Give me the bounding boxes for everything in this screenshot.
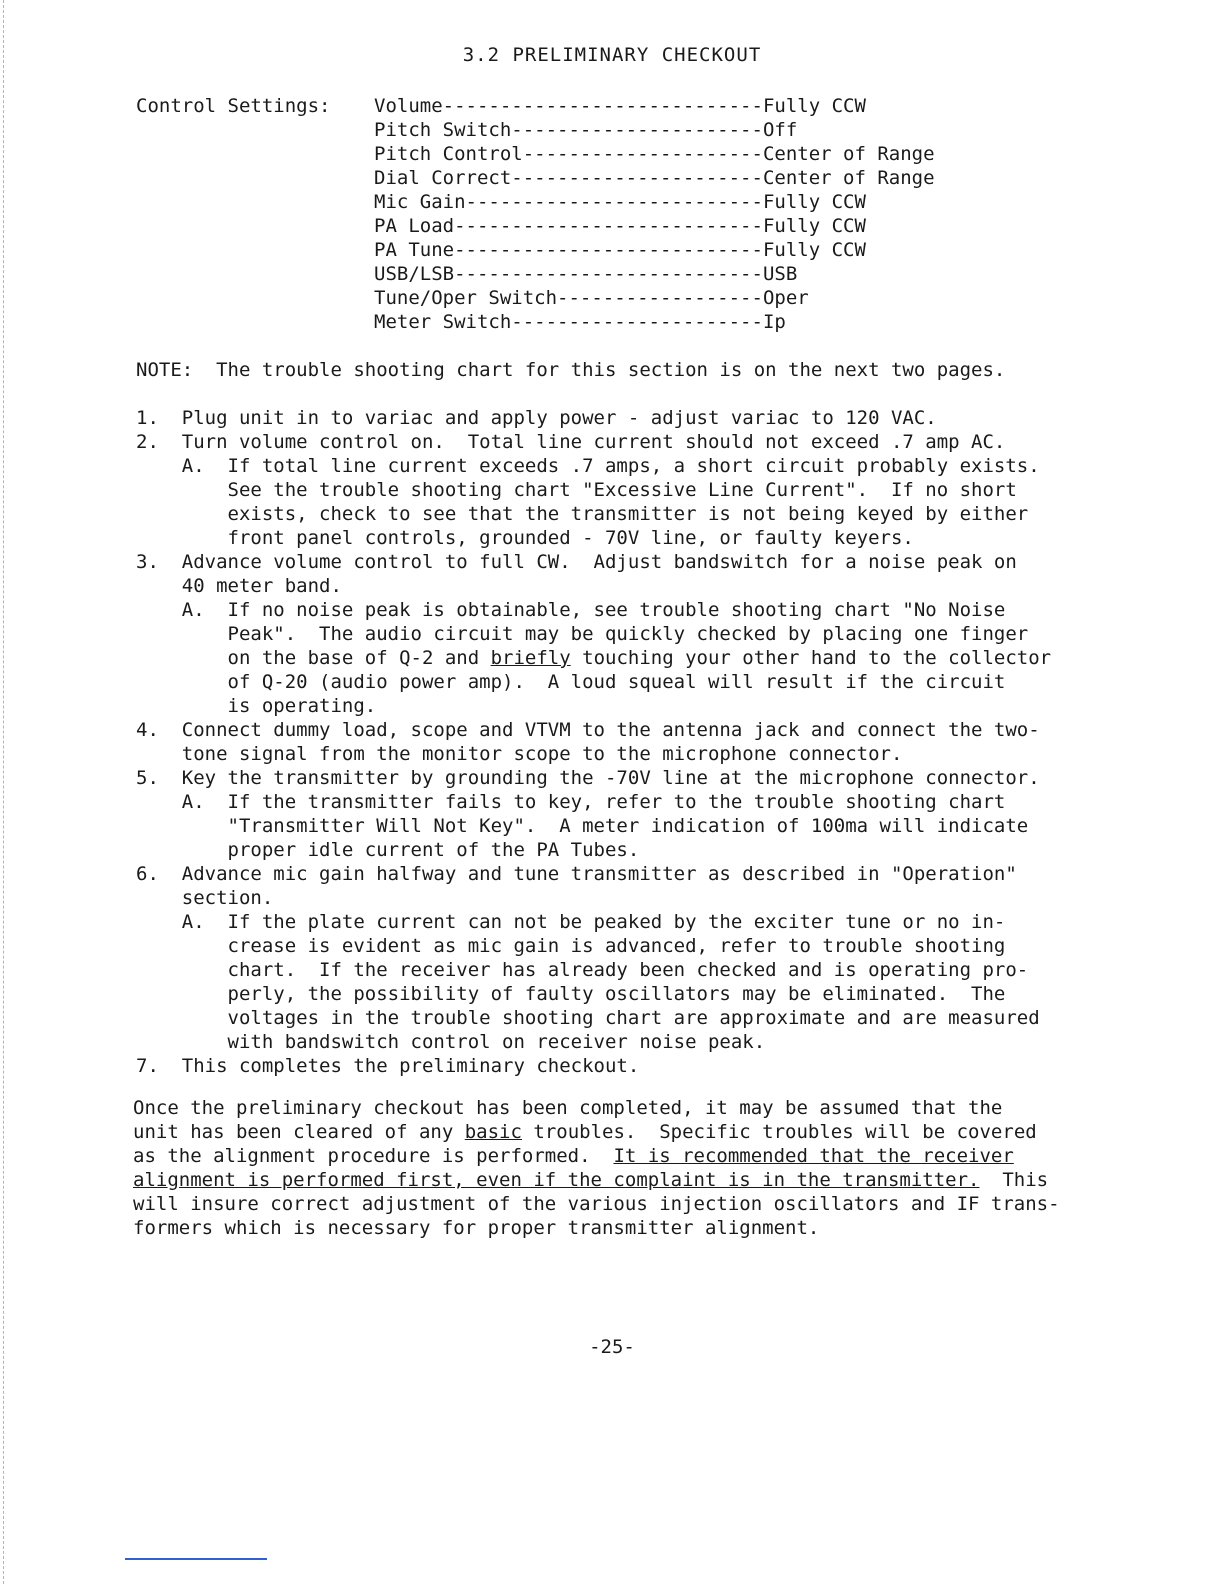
setting-name: PA Tune [374, 239, 455, 261]
setting-value: Fully CCW [762, 191, 866, 213]
setting-name: Dial Correct [374, 167, 512, 189]
step-2a-line: exists, check to see that the transmitter is not being keyed by either [136, 503, 1029, 525]
step-5a-line: A. If the transmitter fails to key, refer to the trouble shooting chart [136, 791, 1006, 813]
setting-row [374, 310, 935, 334]
step-6-line: 6. Advance mic gain halfway and tune transmitter as described in "Operation" [136, 863, 1017, 885]
setting-value: Off [762, 119, 798, 141]
text-segment: troubles. Specific troubles will be covered [521, 1121, 1037, 1143]
step-3-line: 40 meter band. [136, 575, 342, 597]
setting-leader: --------------------------- [454, 215, 763, 237]
step-5: 5. Key the transmitter by grounding the -70V line at the microphone connector. [136, 767, 1040, 789]
setting-name: Pitch Switch [374, 119, 512, 141]
setting-name: PA Load [374, 215, 455, 237]
paragraph-line [133, 1144, 1060, 1168]
step-2a-line: A. If total line current exceeds .7 amps, a short circuit probably exists. [136, 455, 1040, 477]
setting-name: Pitch Control [374, 143, 523, 165]
step-2a-line: front panel controls, grounded - 70V line, or faulty keyers. [136, 527, 914, 549]
setting-value: Center of Range [762, 143, 935, 165]
setting-row [374, 94, 935, 118]
setting-leader: -------------------------- [465, 191, 763, 213]
setting-leader: ---------------------- [511, 311, 763, 333]
step-6a-line: voltages in the trouble shooting chart are approximate and are measured [136, 1007, 1040, 1029]
setting-row [374, 190, 935, 214]
step-3a-line: A. If no noise peak is obtainable, see trouble shooting chart "No Noise [136, 599, 1006, 621]
setting-row [374, 166, 935, 190]
closing-paragraph [133, 1096, 1060, 1240]
setting-value: Ip [762, 311, 786, 333]
setting-row [374, 118, 935, 142]
paragraph-line [133, 1168, 1060, 1192]
page-number: -25- [589, 1336, 635, 1358]
step-5a-line: "Transmitter Will Not Key". A meter indication of 100ma will indicate [136, 815, 1029, 837]
step-2a-line: See the trouble shooting chart "Excessive Line Current". If no short [136, 479, 1017, 501]
step-6a-line: with bandswitch control on receiver noise peak. [136, 1031, 766, 1053]
setting-row [374, 142, 935, 166]
step-3-line: 3. Advance volume control to full CW. Adjust bandswitch for a noise peak on [136, 551, 1017, 573]
underlined-sentence: It is recommended that the receiver [613, 1145, 1014, 1167]
setting-leader: ---------------------- [511, 167, 763, 189]
paragraph-line [133, 1120, 1060, 1144]
checkout-steps [136, 406, 1116, 1078]
step-6a-line: crease is evident as mic gain is advanced, refer to trouble shooting [136, 935, 1006, 957]
setting-row [374, 238, 935, 262]
text-segment: as the alignment procedure is performed. [133, 1145, 614, 1167]
text-segment: unit has been cleared of any [133, 1121, 465, 1143]
step-1: 1. Plug unit in to variac and apply power - adjust variac to 120 VAC. [136, 407, 937, 429]
setting-value: Oper [762, 287, 809, 309]
paragraph-line: will insure correct adjustment of the various injection oscillators and IF trans- [133, 1193, 1060, 1215]
step-3a-line: Peak". The audio circuit may be quickly checked by placing one finger [136, 623, 1029, 645]
setting-name: Tune/Oper Switch [374, 287, 558, 309]
setting-value: USB [762, 263, 798, 285]
setting-leader: --------------------- [522, 143, 763, 165]
setting-value: Fully CCW [762, 95, 866, 117]
text-segment: on the base of Q-2 and [136, 647, 491, 669]
step-3a-line: is operating. [136, 695, 377, 717]
setting-value: Fully CCW [762, 239, 866, 261]
setting-row [374, 262, 935, 286]
control-settings-label: Control Settings: [136, 95, 331, 117]
control-settings-list [374, 94, 935, 334]
text-segment: touching your other hand to the collector [570, 647, 1052, 669]
setting-leader: --------------------------- [454, 263, 763, 285]
step-6a-line: perly, the possibility of faulty oscillators may be eliminated. The [136, 983, 1006, 1005]
footnote-rule [125, 1558, 267, 1560]
text-segment: This [979, 1169, 1049, 1191]
paragraph-line: formers which is necessary for proper transmitter alignment. [133, 1217, 820, 1239]
setting-name: Meter Switch [374, 311, 512, 333]
setting-leader: --------------------------- [454, 239, 763, 261]
step-5a-line: proper idle current of the PA Tubes. [136, 839, 640, 861]
underlined-word: briefly [490, 647, 571, 669]
step-4-line: 4. Connect dummy load, scope and VTVM to the antenna jack and connect the two- [136, 719, 1040, 741]
step-2: 2. Turn volume control on. Total line current should not exceed .7 amp AC. [136, 431, 1006, 453]
step-6a-line: A. If the plate current can not be peaked by the exciter tune or no in- [136, 911, 1006, 933]
underlined-word: basic [464, 1121, 522, 1143]
setting-name: Volume [374, 95, 443, 117]
setting-row [374, 286, 935, 310]
step-4-line: tone signal from the monitor scope to the microphone connector. [136, 743, 903, 765]
underlined-sentence: alignment is performed first, even if the complaint is in the transmitter. [133, 1169, 980, 1191]
paragraph-line: Once the preliminary checkout has been completed, it may be assumed that the [133, 1097, 1003, 1119]
setting-name: Mic Gain [374, 191, 466, 213]
setting-row [374, 214, 935, 238]
setting-leader: ------------------ [557, 287, 763, 309]
setting-value: Center of Range [762, 167, 935, 189]
setting-leader: ---------------------------- [442, 95, 763, 117]
section-title: 3.2 PRELIMINARY CHECKOUT [462, 44, 762, 66]
step-6-line: section. [136, 887, 274, 909]
step-6a-line: chart. If the receiver has already been checked and is operating pro- [136, 959, 1029, 981]
setting-leader: ---------------------- [511, 119, 763, 141]
note-paragraph: NOTE: The trouble shooting chart for this section is on the next two pages. [136, 359, 1006, 381]
step-7: 7. This completes the preliminary checkout. [136, 1055, 640, 1077]
setting-value: Fully CCW [762, 215, 866, 237]
step-3a-line [136, 646, 1116, 670]
setting-name: USB/LSB [374, 263, 455, 285]
step-3a-line: of Q-20 (audio power amp). A loud squeal will result if the circuit [136, 671, 1006, 693]
